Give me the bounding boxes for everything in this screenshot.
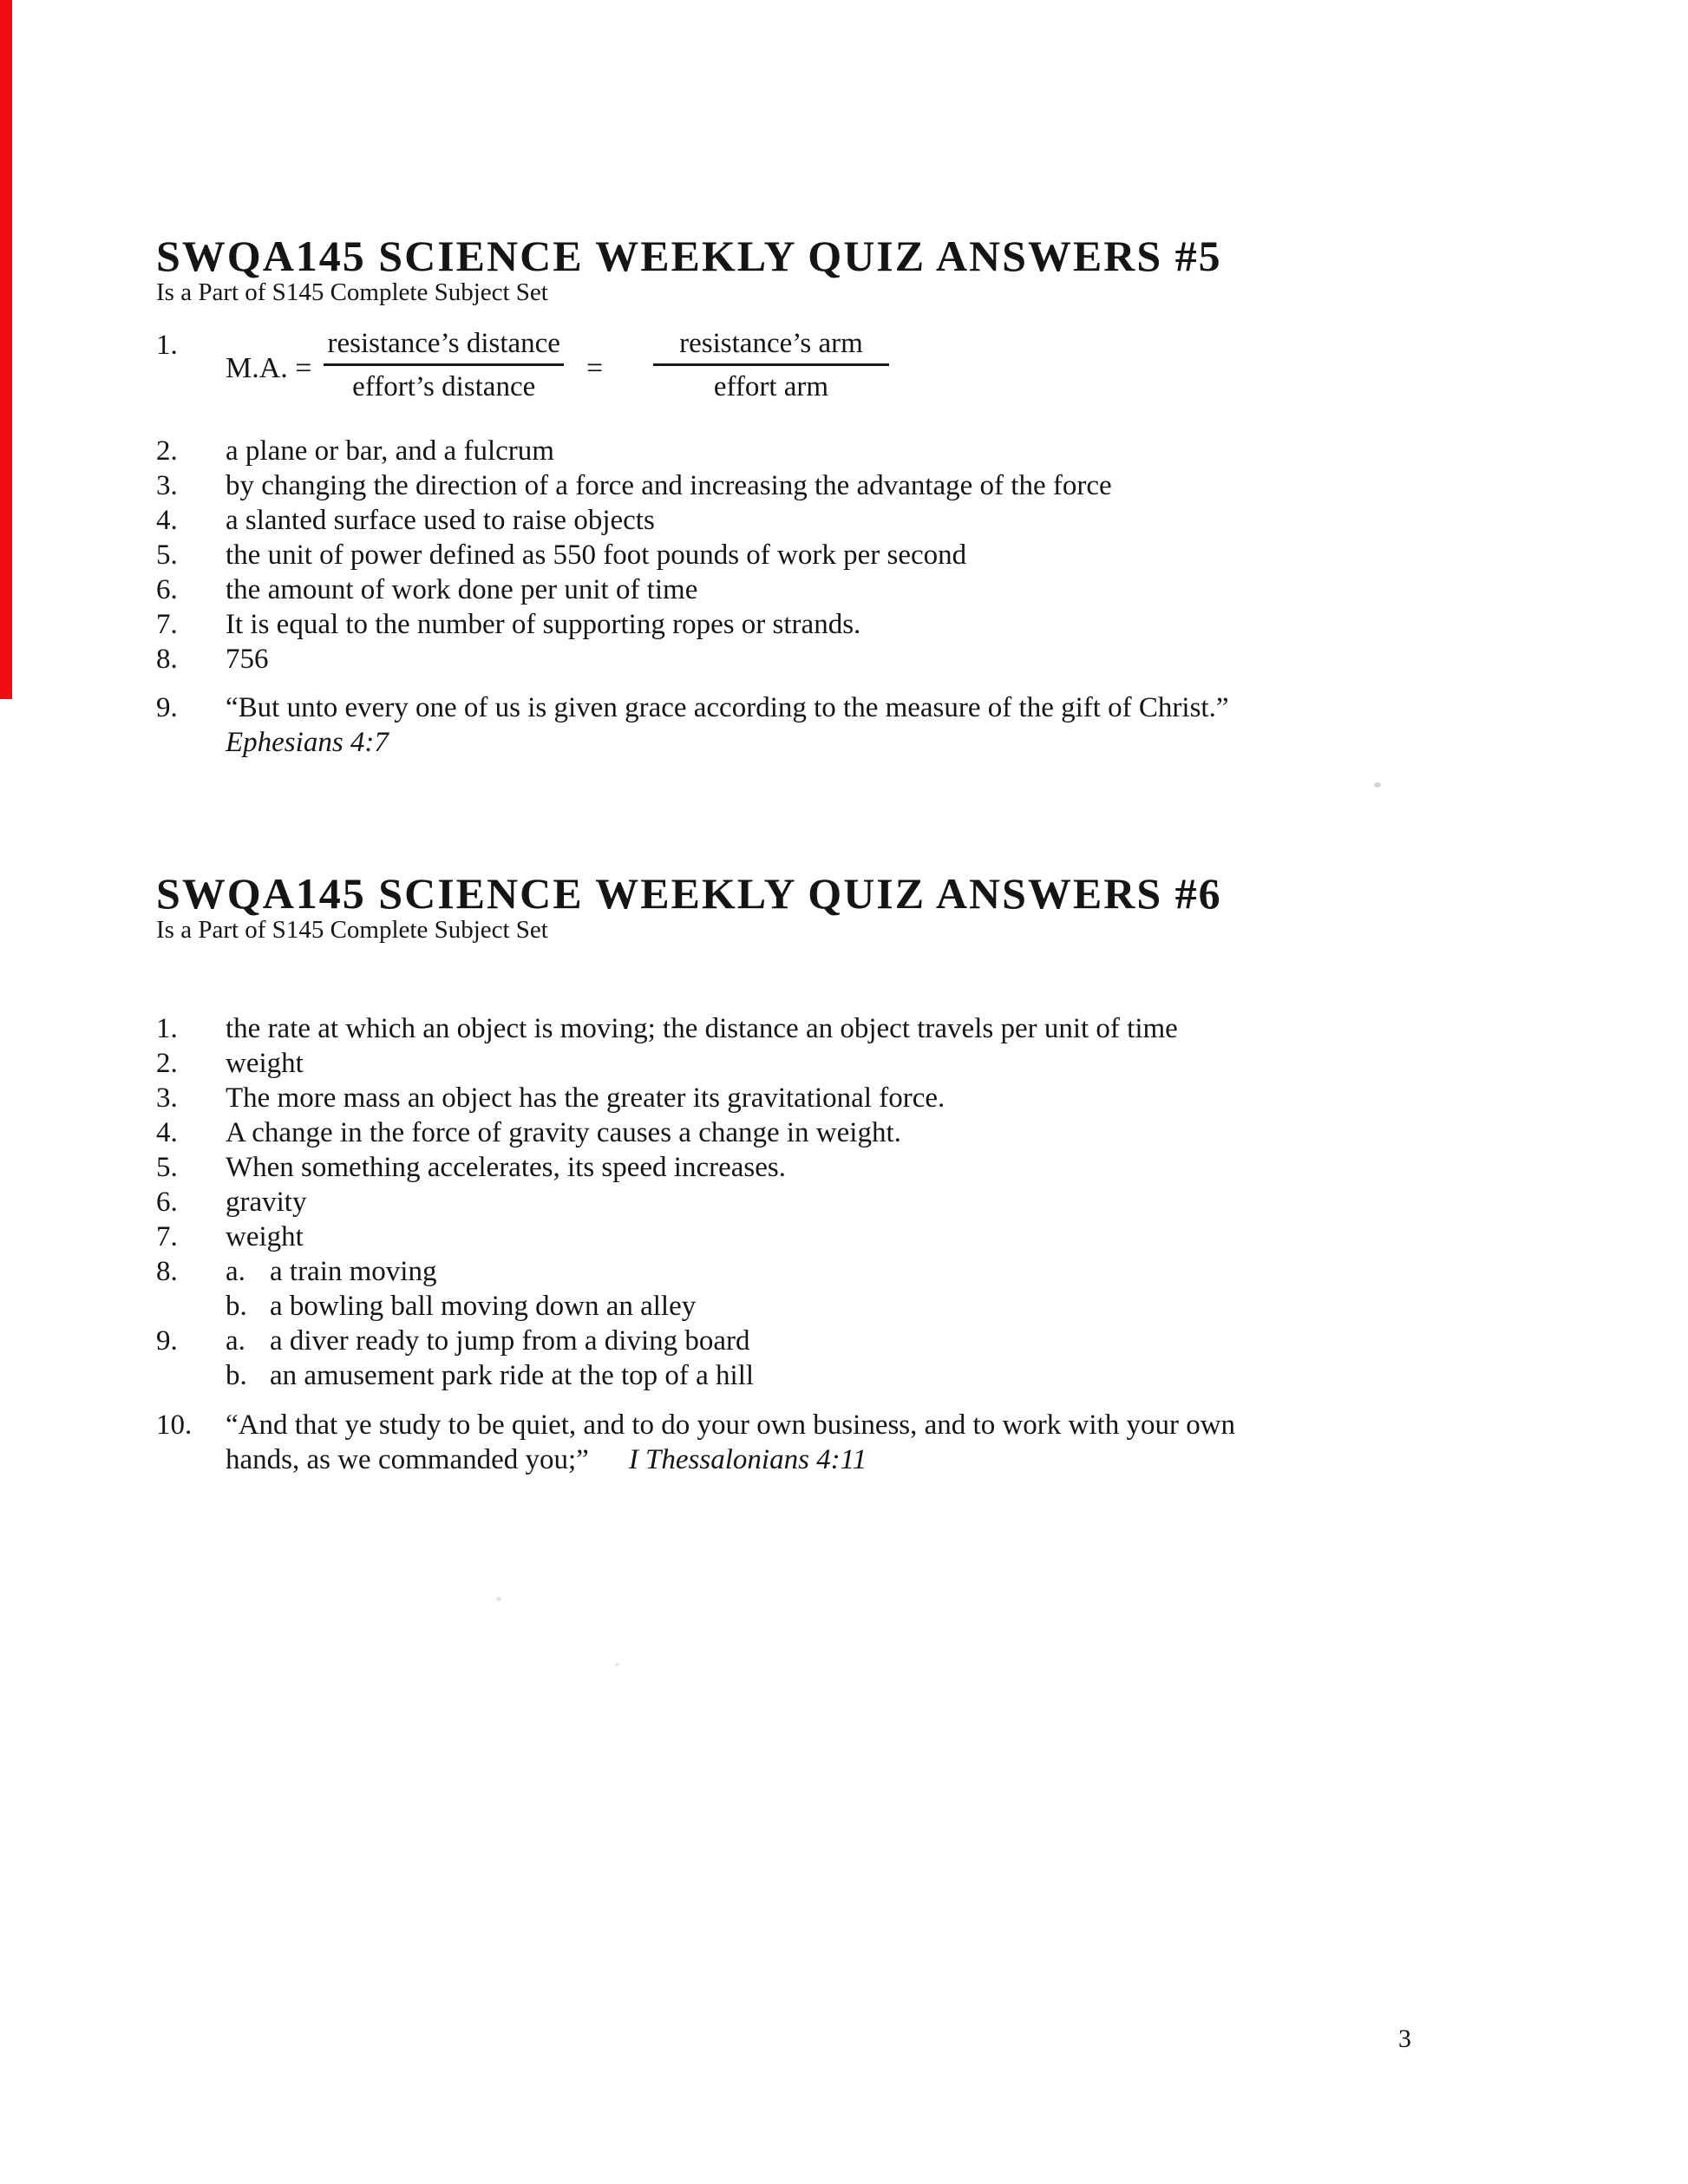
fraction-arm bbox=[653, 328, 889, 402]
item-number: 7. bbox=[156, 1221, 178, 1252]
scripture-quote-line-2: hands, as we commanded you;” bbox=[226, 1444, 589, 1475]
scripture-citation: Ephesians 4:7 bbox=[226, 727, 389, 758]
item-text: A change in the force of gravity causes a change in weight. bbox=[226, 1117, 901, 1148]
item-number: 10. bbox=[156, 1409, 193, 1441]
fraction-denominator: effort arm bbox=[713, 371, 829, 402]
answer-item bbox=[156, 1115, 1457, 1150]
scripture-citation: I Thessalonians 4:11 bbox=[628, 1444, 867, 1475]
item-number: 9. bbox=[156, 1325, 178, 1357]
answer-item bbox=[156, 607, 1457, 642]
item-number: 3. bbox=[156, 1082, 178, 1114]
item-text: the rate at which an object is moving; the distance an object travels per unit of time bbox=[226, 1013, 1178, 1044]
answer-item bbox=[156, 642, 1457, 677]
quiz-5-section bbox=[156, 234, 1457, 760]
item-text: gravity bbox=[226, 1187, 307, 1218]
scripture-quote-line-1: “And that ye study to be quiet, and to do your own business, and to work with your own bbox=[226, 1409, 1236, 1441]
item-text: an amusement park ride at the top of a hill bbox=[270, 1360, 755, 1391]
answer-item bbox=[156, 1150, 1457, 1185]
answer-item-scripture bbox=[156, 690, 1457, 760]
answer-item bbox=[156, 1220, 1457, 1254]
item-text: a slanted surface used to raise objects bbox=[226, 505, 655, 536]
quiz-6-subtitle: Is a Part of S145 Complete Subject Set bbox=[156, 916, 548, 944]
item-text: a bowling ball moving down an alley bbox=[270, 1291, 697, 1322]
formula-lhs: M.A. = bbox=[226, 352, 312, 384]
answer-item bbox=[156, 572, 1457, 607]
scripture-quote-line-2-row bbox=[226, 1442, 1457, 1477]
answer-item-sub-a bbox=[156, 1324, 1457, 1358]
scan-speck bbox=[496, 1597, 501, 1601]
scan-speck bbox=[615, 1663, 619, 1666]
item-text: It is equal to the number of supporting ropes or strands. bbox=[226, 609, 861, 640]
scan-speck bbox=[1374, 782, 1381, 788]
item-number: 1. bbox=[156, 330, 178, 361]
fraction-denominator: effort’s distance bbox=[352, 371, 536, 402]
mechanical-advantage-formula bbox=[226, 328, 889, 402]
item-text: When something accelerates, its speed increases. bbox=[226, 1152, 786, 1183]
answer-item-sub-b bbox=[156, 1358, 1457, 1393]
answer-item bbox=[156, 538, 1457, 572]
item-text: a diver ready to jump from a diving board bbox=[270, 1325, 750, 1357]
answer-item bbox=[156, 1081, 1457, 1115]
item-number: 6. bbox=[156, 1187, 178, 1218]
item-number: 5. bbox=[156, 1152, 178, 1183]
answer-item bbox=[156, 434, 1457, 468]
scan-edge-artifact-bar bbox=[0, 0, 12, 699]
answer-item-1-formula bbox=[156, 328, 1457, 402]
item-text: weight bbox=[226, 1048, 304, 1079]
item-text bbox=[226, 1408, 1457, 1477]
answer-item bbox=[156, 468, 1457, 503]
page-number: 3 bbox=[1398, 2024, 1411, 2053]
sub-item-letter: a. bbox=[226, 1256, 245, 1287]
fraction-distance bbox=[324, 328, 563, 402]
item-number: 4. bbox=[156, 1117, 178, 1148]
sub-item-letter: b. bbox=[226, 1291, 247, 1322]
item-number: 1. bbox=[156, 1013, 178, 1044]
item-number: 2. bbox=[156, 1048, 178, 1079]
quiz-5-answers-list bbox=[156, 434, 1457, 760]
answer-item-sub-a bbox=[156, 1254, 1457, 1289]
item-text: weight bbox=[226, 1221, 304, 1252]
item-number: 9. bbox=[156, 692, 178, 723]
sub-item-letter: a. bbox=[226, 1325, 245, 1357]
quiz-6-section bbox=[156, 869, 1457, 1477]
item-number: 2. bbox=[156, 435, 178, 467]
sub-item-letter: b. bbox=[226, 1360, 247, 1391]
item-number: 4. bbox=[156, 505, 178, 536]
item-text: a plane or bar, and a fulcrum bbox=[226, 435, 554, 467]
answer-item bbox=[156, 1046, 1457, 1081]
item-text: The more mass an object has the greater its gravitational force. bbox=[226, 1082, 945, 1114]
item-number: 7. bbox=[156, 609, 178, 640]
quiz-5-subtitle: Is a Part of S145 Complete Subject Set bbox=[156, 278, 548, 306]
quiz-6-answers-list bbox=[156, 1011, 1457, 1477]
item-number: 3. bbox=[156, 470, 178, 501]
item-number: 8. bbox=[156, 644, 178, 675]
quiz-6-title: SWQA145 SCIENCE WEEKLY QUIZ ANSWERS #6 bbox=[156, 869, 1222, 918]
item-number: 8. bbox=[156, 1256, 178, 1287]
item-text: the amount of work done per unit of time bbox=[226, 574, 698, 605]
fraction-numerator: resistance’s distance bbox=[324, 328, 563, 366]
equals-sign: = bbox=[586, 352, 604, 384]
quiz-5-title: SWQA145 SCIENCE WEEKLY QUIZ ANSWERS #5 bbox=[156, 232, 1222, 280]
item-text: the unit of power defined as 550 foot pounds of work per second bbox=[226, 539, 967, 571]
item-text bbox=[226, 690, 1457, 760]
fraction-numerator: resistance’s arm bbox=[653, 328, 889, 366]
item-number: 6. bbox=[156, 574, 178, 605]
answer-item bbox=[156, 1185, 1457, 1220]
item-text: 756 bbox=[226, 644, 269, 675]
scripture-quote: “But unto every one of us is given grace according to the measure of the gift of Christ.” bbox=[226, 692, 1229, 723]
item-text: a train moving bbox=[270, 1256, 437, 1287]
answer-item bbox=[156, 1011, 1457, 1046]
item-text: by changing the direction of a force and increasing the advantage of the force bbox=[226, 470, 1112, 501]
answer-item bbox=[156, 503, 1457, 538]
item-number: 5. bbox=[156, 539, 178, 571]
answer-item-scripture bbox=[156, 1408, 1457, 1477]
answer-item-sub-b bbox=[156, 1289, 1457, 1324]
